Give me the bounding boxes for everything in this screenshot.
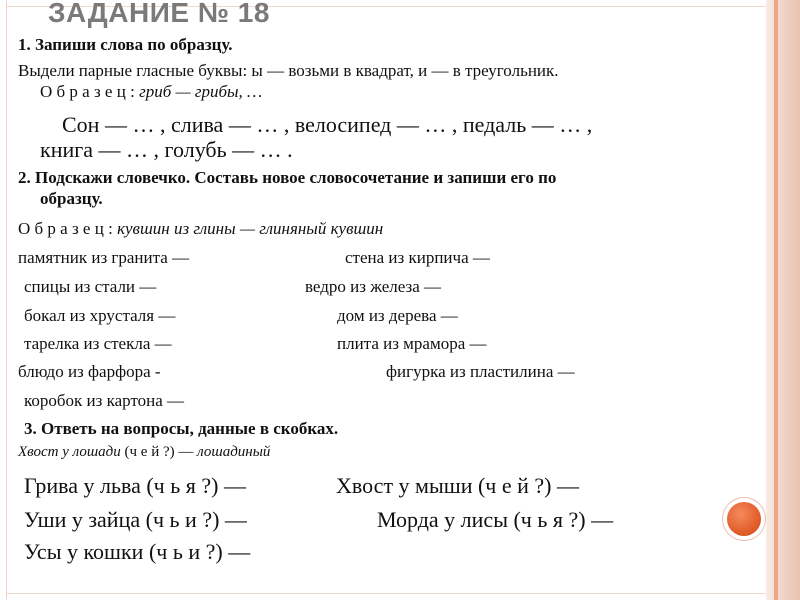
sample-text: гриб — грибы, … bbox=[139, 82, 263, 101]
list-item: Грива у льва (ч ь я ?) — bbox=[24, 473, 246, 498]
decorative-orb bbox=[727, 502, 761, 536]
list-item: ведро из железа — bbox=[305, 277, 442, 296]
list-item: дом из дерева — bbox=[337, 306, 458, 325]
list-item: памятник из гранита — bbox=[18, 248, 190, 267]
sample-label: О б р а з е ц : bbox=[40, 82, 135, 101]
list-item: Хвост у мыши (ч е й ?) — bbox=[336, 473, 579, 498]
list-item: блюдо из фарфора - bbox=[18, 362, 161, 381]
list-item: фигурка из пластилина — bbox=[386, 362, 575, 381]
list-item: бокал из хрусталя — bbox=[24, 306, 176, 325]
frame-left-line bbox=[6, 0, 7, 600]
task2-heading-line1: 2. Подскажи словечко. Составь новое словосочетание и запиши его по bbox=[18, 168, 557, 187]
sample-part2: (ч е й ?) — bbox=[124, 444, 194, 460]
list-item: тарелка из стекла — bbox=[24, 334, 172, 353]
task3-sample bbox=[18, 444, 270, 461]
task1-words-line2: книга — … , голубь — … . bbox=[40, 137, 293, 162]
task2-heading-line2: образцу. bbox=[40, 189, 103, 208]
page-title: ЗАДАНИЕ № 18 bbox=[48, 0, 270, 28]
list-item: Усы у кошки (ч ь и ?) — bbox=[24, 539, 251, 564]
task1-sample bbox=[40, 82, 262, 102]
sample-text: кувшин из глины — глиняный кувшин bbox=[117, 219, 384, 238]
list-item: спицы из стали — bbox=[24, 277, 157, 296]
task1-words-line1: Сон — … , слива — … , велосипед — … , педаль — … , bbox=[62, 112, 593, 137]
list-item: Уши у зайца (ч ь и ?) — bbox=[24, 507, 247, 532]
list-item: Морда у лисы (ч ь я ?) — bbox=[377, 507, 614, 532]
task3-heading: 3. Ответь на вопросы, данные в скобках. bbox=[24, 419, 339, 438]
sample-part3: лошадиный bbox=[197, 444, 271, 460]
task2-sample bbox=[18, 219, 383, 239]
frame-bottom-line bbox=[6, 593, 766, 594]
task1-instruction: Выдели парные гласные буквы: ы — возьми в квадрат, и — в треугольник. bbox=[18, 61, 559, 80]
list-item: плита из мрамора — bbox=[337, 334, 487, 353]
frame-right-band bbox=[766, 0, 800, 600]
sample-part1: Хвост у лошади bbox=[18, 444, 121, 460]
task1-heading: 1. Запиши слова по образцу. bbox=[18, 35, 233, 54]
sample-label: О б р а з е ц : bbox=[18, 219, 113, 238]
list-item: стена из кирпича — bbox=[345, 248, 490, 267]
list-item: коробок из картона — bbox=[24, 391, 185, 410]
